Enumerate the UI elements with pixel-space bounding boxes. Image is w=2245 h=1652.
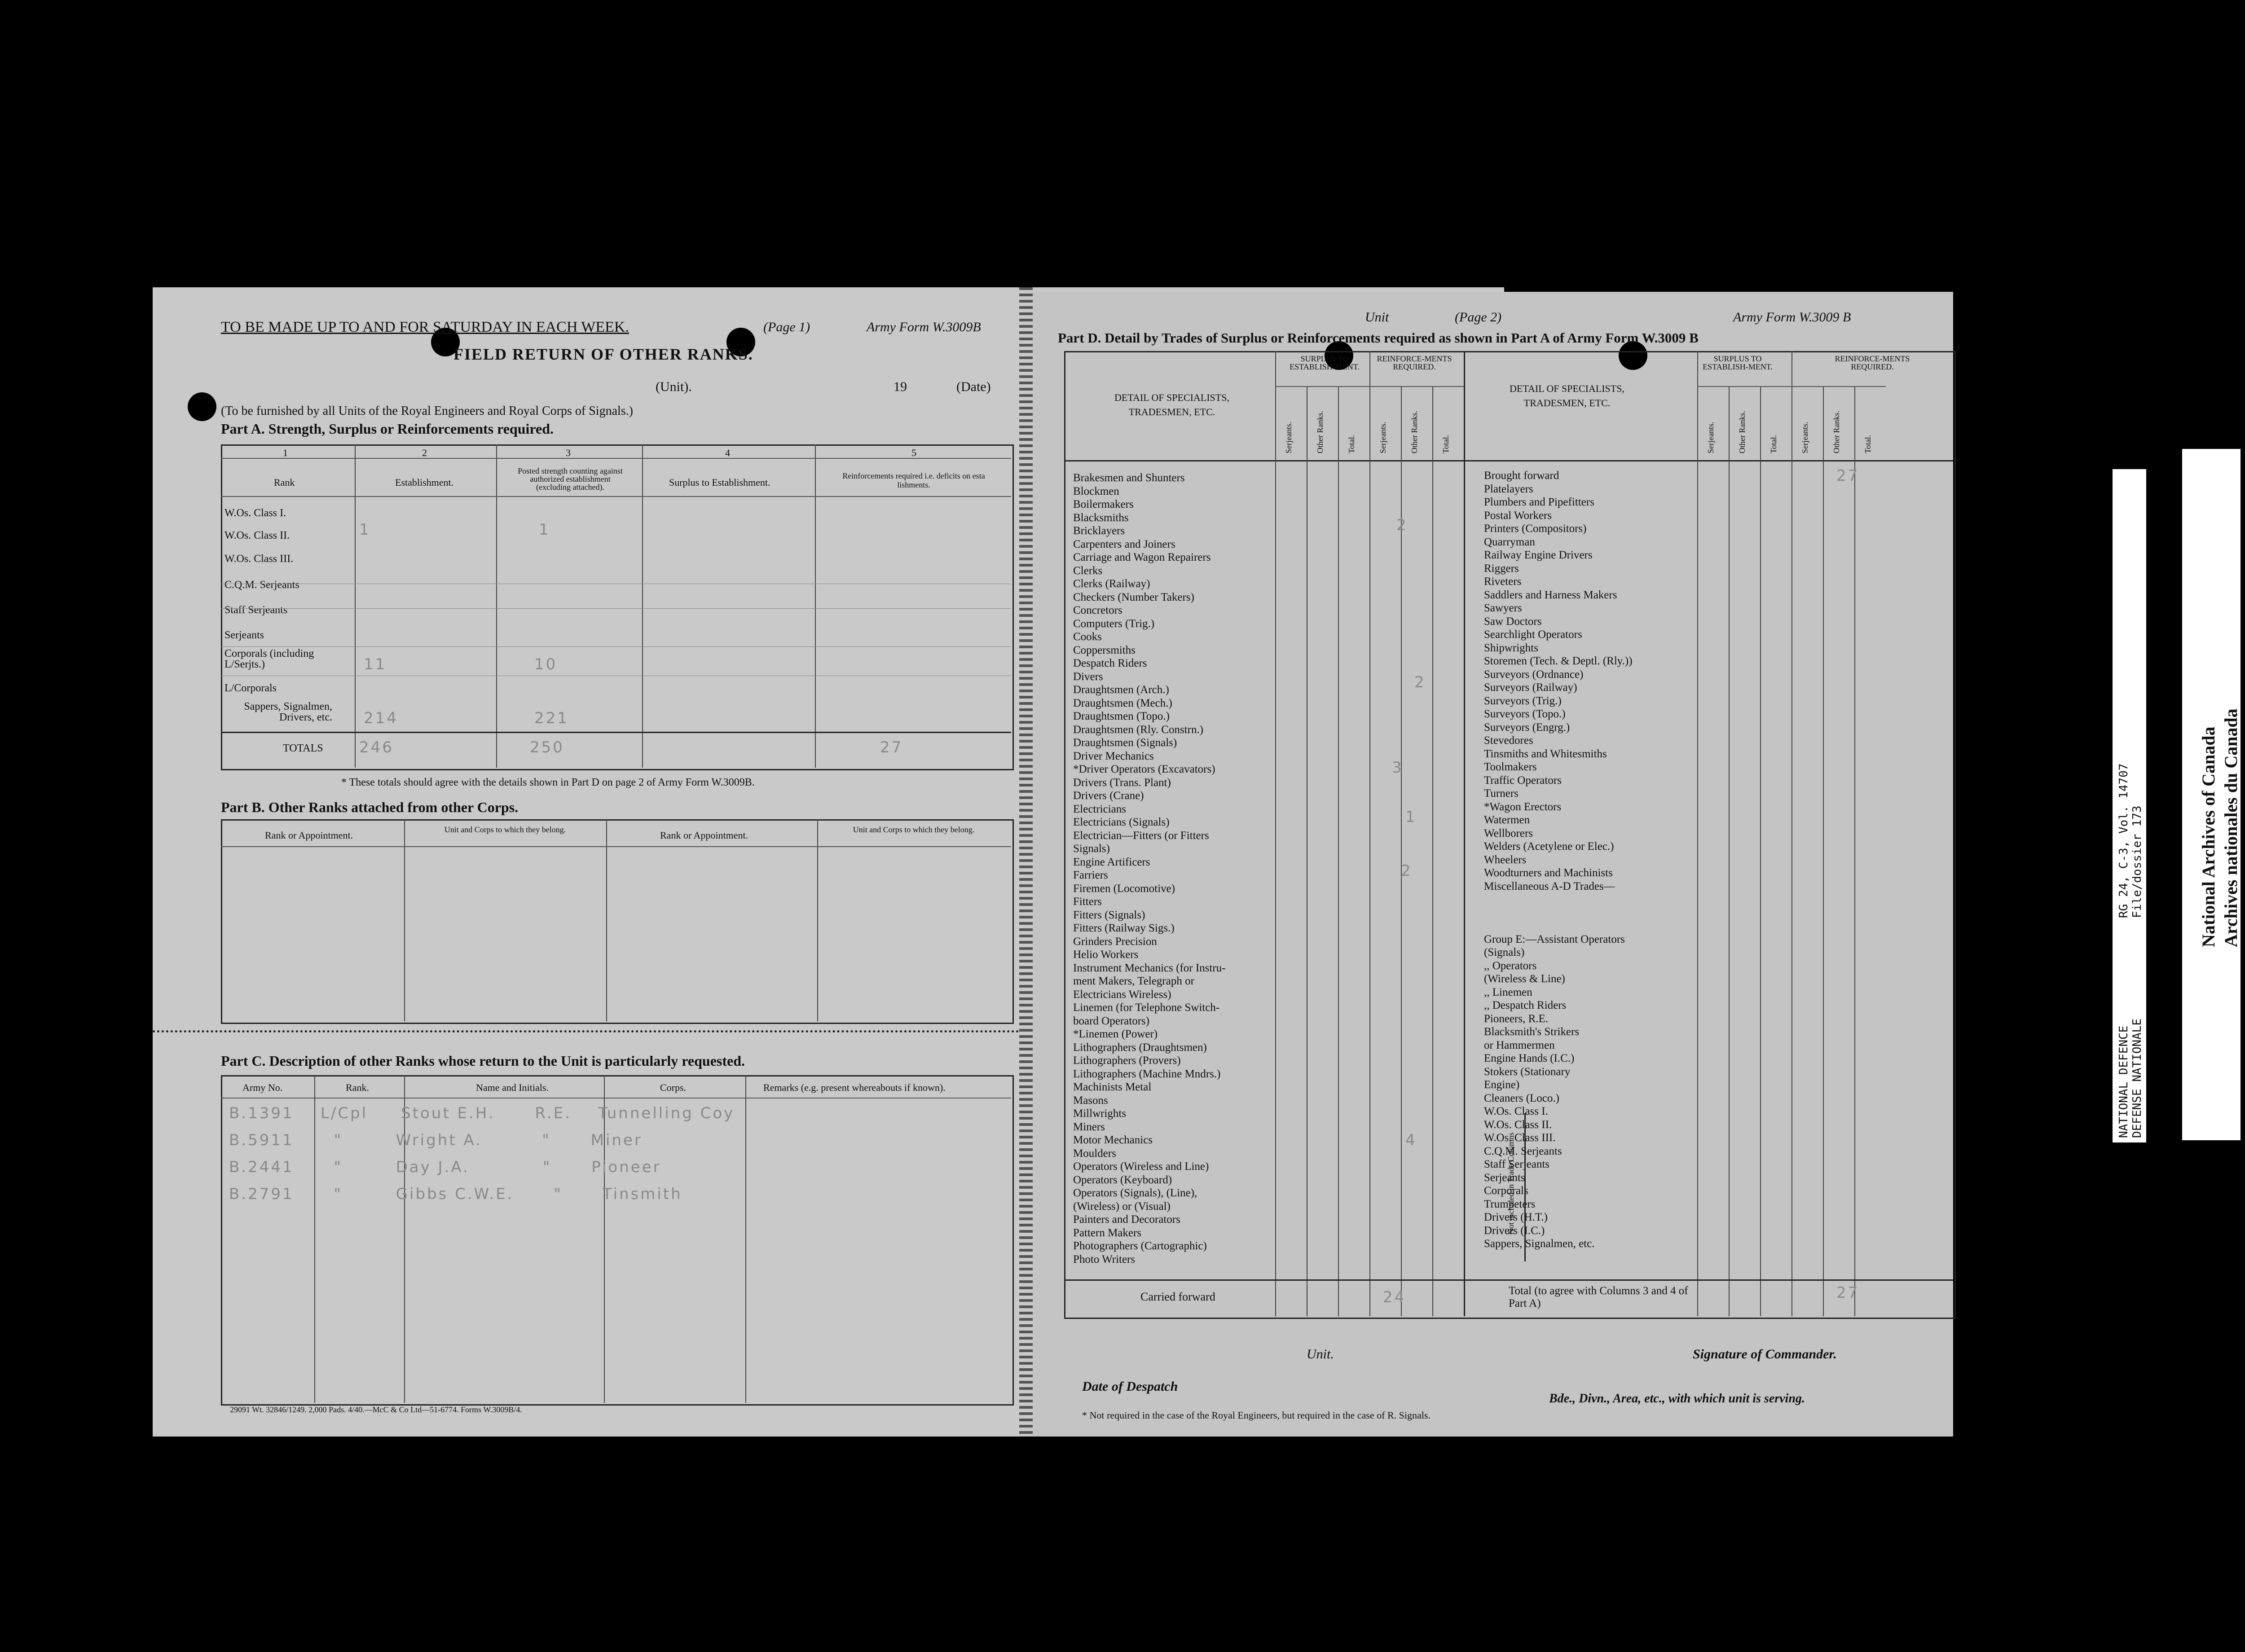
col-header-reinforcements: REINFORCE-MENTS REQUIRED.: [1835, 354, 1910, 371]
trade-row: Watermen: [1484, 814, 1530, 826]
archives-stamp: National Archives of Canada Archives nationales du Canada: [2182, 449, 2241, 1140]
part-b-table: [221, 819, 1014, 1024]
trade-row: Lithographers (Provers): [1073, 1054, 1181, 1067]
trade-row: Welders (Acetylene or Elec.): [1484, 840, 1614, 852]
page-label: (Page 1): [763, 320, 810, 334]
trade-row: (Signals): [1484, 946, 1525, 958]
trade-row: Platelayers: [1484, 483, 1533, 495]
trade-row: Carpenters and Joiners: [1073, 538, 1175, 550]
trade-row: Storemen (Tech. & Deptl. (Rly.)): [1484, 655, 1633, 667]
trade-row: [1484, 893, 1633, 906]
trade-row: Miscellaneous A-D Trades—: [1484, 880, 1615, 892]
trade-row: Brought forward: [1484, 470, 1559, 482]
trade-row: Fitters (Signals): [1073, 909, 1145, 921]
col-header-rank: Rank.: [346, 1082, 369, 1093]
unit-label-p2: Unit: [1365, 310, 1389, 325]
trade-row: Firemen (Locomotive): [1073, 882, 1175, 895]
print-footer: 29091 Wt. 32846/1249. 2,000 Pads. 4/40.—McC & Co Ltd—51-6774. Forms W.3009B/4.: [230, 1405, 522, 1414]
trade-row: Bricklayers: [1073, 525, 1125, 537]
sub-col-other-ranks: Other Ranks.: [1316, 411, 1325, 453]
trade-row: Grinders Precision: [1073, 935, 1157, 948]
trade-row: Blacksmith's Strikers: [1484, 1026, 1580, 1038]
trade-row: Draughtsmen (Arch.): [1073, 684, 1169, 696]
trade-row: Wheelers: [1484, 853, 1527, 866]
sub-col-serjeants: Serjeants.: [1800, 422, 1809, 453]
col-header-unit-corps: Unit and Corps to which they belong.: [444, 825, 566, 834]
trade-row: Searchlight Operators: [1484, 628, 1582, 641]
trade-row: Photographers (Cartographic): [1073, 1240, 1207, 1252]
trade-row: Stokers (Stationary: [1484, 1065, 1571, 1078]
trade-row: Postal Workers: [1484, 509, 1552, 522]
trade-row: Traffic Operators: [1484, 774, 1562, 786]
trade-row: Electricians: [1073, 803, 1126, 815]
trade-row: Millwrights: [1073, 1107, 1127, 1120]
trade-row: Woodturners and Machinists: [1484, 867, 1613, 879]
col-header-army-no: Army No.: [242, 1082, 283, 1093]
trade-row: Drivers (H.T.): [1484, 1211, 1548, 1223]
trade-row: Motor Mechanics: [1073, 1134, 1153, 1146]
sub-col-other-ranks: Other Ranks.: [1832, 411, 1841, 453]
trade-row: Clerks: [1073, 564, 1103, 577]
punch-hole: [188, 392, 216, 421]
trade-row: Plumbers and Pipefitters: [1484, 496, 1594, 508]
trade-row: Lithographers (Draughtsmen): [1073, 1041, 1207, 1054]
trade-row: Instrument Mechanics (for Instru-: [1073, 962, 1226, 974]
totals-note: * These totals should agree with the details shown in Part D on page 2 of Army Form W.3009B.: [341, 777, 755, 788]
rank-row: Corporals (including L/Serjts.): [224, 648, 314, 670]
trade-row: ,, Linemen: [1484, 986, 1532, 998]
trade-row: (Wireless) or (Visual): [1073, 1200, 1171, 1213]
carried-forward: Carried forward: [1140, 1290, 1215, 1303]
col-header-reinforcements: REINFORCE-MENTS REQUIRED.: [1377, 354, 1452, 371]
col-header-unit-corps: Unit and Corps to which they belong.: [853, 825, 975, 834]
trade-row: Masons: [1073, 1094, 1108, 1107]
trade-row: (Wireless & Line): [1484, 973, 1565, 985]
trade-row: ,, Operators: [1484, 959, 1537, 972]
total-label: Total (to agree with Columns 3 and 4 of Part A): [1509, 1285, 1688, 1309]
trade-row: Riggers: [1484, 562, 1519, 575]
col-header-reinforcements: Reinforcements required i.e. deficits on esta lishments.: [842, 471, 985, 489]
trade-row: Engine Hands (I.C.): [1484, 1052, 1575, 1064]
trade-row: Quarryman: [1484, 536, 1535, 548]
part-c-table: [221, 1075, 1014, 1406]
trade-row: Railway Engine Drivers: [1484, 549, 1593, 561]
trade-row: Miners: [1073, 1120, 1105, 1133]
trade-row: Operators (Keyboard): [1073, 1173, 1172, 1186]
col-header-rank: Rank: [274, 477, 295, 488]
sub-col-total: Total.: [1441, 435, 1450, 453]
part-b-title: Part B. Other Ranks attached from other Corps.: [221, 799, 519, 815]
part-a-title: Part A. Strength, Surplus or Reinforcements required.: [221, 421, 554, 437]
trade-row: Divers: [1073, 670, 1103, 683]
trade-row: Toolmakers: [1484, 761, 1537, 773]
page-label-p2: (Page 2): [1455, 310, 1502, 325]
rank-row: Sappers, Signalmen, Drivers, etc.: [244, 701, 332, 723]
rank-row: W.Os. Class III.: [224, 553, 294, 565]
trade-row: Trumpeters: [1484, 1198, 1536, 1210]
col-header-surplus: Surplus to Establishment.: [669, 477, 770, 488]
date-label: (Date): [956, 379, 991, 394]
trade-row: Sawyers: [1484, 602, 1522, 614]
trade-row: Machinists Metal: [1073, 1081, 1152, 1093]
trade-row: Electrician—Fitters (or Fitters: [1073, 829, 1209, 842]
trade-row: Carriage and Wagon Repairers: [1073, 551, 1211, 563]
trade-row: Blacksmiths: [1073, 511, 1129, 524]
rank-row: Serjeants: [224, 629, 264, 641]
trade-row: Blockmen: [1073, 485, 1119, 497]
trade-row: Draughtsmen (Topo.): [1073, 710, 1170, 722]
col-number: 1: [283, 447, 288, 458]
trade-row: Surveyors (Engrg.): [1484, 721, 1570, 734]
trade-row: Tinsmiths and Whitesmiths: [1484, 747, 1607, 760]
trade-row: Moulders: [1073, 1147, 1116, 1160]
sub-col-serjeants: Serjeants.: [1378, 422, 1387, 453]
trade-row: Signals): [1073, 843, 1110, 855]
trade-row: Saw Doctors: [1484, 615, 1542, 628]
part-c-title: Part C. Description of other Ranks whose return to the Unit is particularly requested.: [221, 1053, 745, 1069]
footnote: * Not required in the case of the Royal Engineers, but required in the case of R. Signals.: [1082, 1410, 1431, 1421]
trade-row: Surveyors (Railway): [1484, 681, 1577, 694]
sub-col-other-ranks: Other Ranks.: [1410, 411, 1419, 453]
trade-row: Engine Artificers: [1073, 856, 1150, 868]
trade-row: Drivers (Trans. Plant): [1073, 776, 1171, 789]
despatch-label: Date of Despatch: [1082, 1379, 1178, 1394]
trade-row: board Operators): [1073, 1015, 1150, 1027]
trade-row: Draughtsmen (Mech.): [1073, 697, 1172, 709]
trade-row: W.Os. Class I.: [1484, 1105, 1548, 1117]
trade-row: Staff Serjeants: [1484, 1158, 1550, 1170]
trade-row: Wellborers: [1484, 827, 1533, 839]
trade-row: Photo Writers: [1073, 1253, 1136, 1265]
col-header-establishment: Establishment.: [395, 477, 454, 488]
trade-row: Corporals: [1484, 1185, 1528, 1197]
sub-col-total: Total.: [1863, 435, 1872, 453]
col-header-name: Name and Initials.: [476, 1082, 549, 1093]
col-header-surplus: SURPLUS TO ESTABLISH-MENT.: [1703, 354, 1773, 371]
trade-row: Saddlers and Harness Makers: [1484, 589, 1617, 601]
trade-row: Linemen (for Telephone Switch-: [1073, 1002, 1220, 1014]
signature-label: Signature of Commander.: [1693, 1347, 1837, 1362]
rank-row: W.Os. Class II.: [224, 530, 290, 541]
col-header-posted: Posted strength counting against authorized establishment (excluding attached).: [518, 466, 623, 492]
unit-label: (Unit).: [656, 379, 692, 394]
perforation-line: [153, 1030, 1019, 1032]
trade-row: W.Os. Class III.: [1484, 1132, 1556, 1144]
trade-row: Helio Workers: [1073, 949, 1139, 961]
trade-row: Cleaners (Loco.): [1484, 1092, 1559, 1104]
form-label: Army Form W.3009B: [867, 320, 981, 334]
totals-row: TOTALS: [283, 743, 323, 754]
trade-row: Pattern Makers: [1073, 1226, 1142, 1239]
sub-col-serjeants: Serjeants.: [1706, 422, 1715, 453]
trade-row: Serjeants: [1484, 1171, 1525, 1184]
trade-row: Lithographers (Machine Mndrs.): [1073, 1068, 1221, 1080]
part-a-table: [221, 444, 1014, 770]
page-title: FIELD RETURN OF OTHER RANKS.: [453, 345, 753, 363]
col-number: 5: [911, 447, 916, 458]
sub-col-total: Total.: [1769, 435, 1778, 453]
trade-row: Despatch Riders: [1073, 657, 1147, 669]
trade-row: *Driver Operators (Excavators): [1073, 763, 1215, 775]
trade-row: Computers (Trig.): [1073, 617, 1155, 630]
trade-row: Printers (Compositors): [1484, 523, 1587, 535]
trade-row: Pioneers, R.E.: [1484, 1012, 1549, 1025]
trade-row: Draughtsmen (Rly. Constrn.): [1073, 723, 1204, 736]
rank-row: L/Corporals: [224, 682, 277, 694]
col-header-detail: DETAIL OF SPECIALISTS, TRADESMEN, ETC.: [1510, 383, 1624, 409]
trade-row: *Linemen (Power): [1073, 1028, 1158, 1040]
trade-row: Surveyors (Topo.): [1484, 708, 1566, 720]
trade-row: ,, Despatch Riders: [1484, 999, 1567, 1011]
header-line: TO BE MADE UP TO AND FOR SATURDAY IN EACH WEEK.: [221, 319, 629, 335]
trade-row: Group E:—Assistant Operators: [1484, 933, 1625, 945]
sub-col-other-ranks: Other Ranks.: [1738, 411, 1747, 453]
trade-row: Concretors: [1073, 604, 1122, 616]
trade-row: Riveters: [1484, 576, 1522, 588]
trade-row: Cooks: [1073, 631, 1102, 643]
trade-row: Fitters: [1073, 896, 1102, 908]
trade-row: or Hammermen: [1484, 1039, 1555, 1051]
not-included-note: Not included in Trade Columns: [1506, 1132, 1515, 1235]
trade-row: Drivers (Crane): [1073, 790, 1144, 802]
trade-row: *Wagon Erectors: [1484, 800, 1562, 813]
trade-row: Electricians Wireless): [1073, 988, 1171, 1001]
col-header-remarks: Remarks (e.g. present whereabouts if known).: [763, 1082, 946, 1093]
unit-footer: Unit.: [1307, 1347, 1334, 1362]
col-header-rank: Rank or Appointment.: [265, 830, 353, 841]
instruction-text: (To be furnished by all Units of the Royal Engineers and Royal Corps of Signals.): [221, 404, 633, 418]
trade-row: Drivers (I.C.): [1484, 1224, 1545, 1237]
trade-row: Stevedores: [1484, 734, 1533, 747]
trade-row: [1484, 906, 1633, 920]
trade-row: Operators (Signals), (Line),: [1073, 1187, 1197, 1199]
trade-row: Shipwrights: [1484, 641, 1538, 654]
trade-row: W.Os. Class II.: [1484, 1118, 1552, 1131]
sub-col-total: Total.: [1347, 435, 1356, 453]
rank-row: Staff Serjeants: [224, 604, 288, 616]
trade-row: Brakesmen and Shunters: [1073, 472, 1185, 484]
trade-row: Clerks (Railway): [1073, 578, 1150, 590]
trade-row: Turners: [1484, 787, 1519, 800]
rank-row: W.Os. Class I.: [224, 507, 286, 519]
trade-row: Engine): [1484, 1079, 1520, 1091]
left-trade-list: [1073, 471, 1225, 1266]
trade-row: Farriers: [1073, 869, 1108, 881]
trade-row: Painters and Decorators: [1073, 1213, 1180, 1226]
trade-row: Draughtsmen (Signals): [1073, 737, 1177, 749]
form-label-p2: Army Form W.3009 B: [1733, 310, 1851, 325]
col-header-corps: Corps.: [660, 1082, 687, 1093]
trade-row: ment Makers, Telegraph or: [1073, 975, 1194, 987]
trade-row: Coppersmiths: [1073, 644, 1136, 656]
col-header-detail: DETAIL OF SPECIALISTS, TRADESMEN, ETC.: [1114, 392, 1229, 417]
part-d-title: Part D. Detail by Trades of Surplus or Reinforcements required as shown in Part A of Army Form W.3009 B: [1058, 330, 1699, 346]
trade-row: [1484, 919, 1633, 933]
trade-row: Operators (Wireless and Line): [1073, 1160, 1209, 1173]
trade-row: C.Q.M. Serjeants: [1484, 1145, 1562, 1157]
col-number: 2: [422, 447, 427, 458]
trade-row: Fitters (Railway Sigs.): [1073, 922, 1175, 934]
trade-row: Driver Mechanics: [1073, 750, 1154, 762]
col-number: 4: [725, 447, 730, 458]
trade-row: Sappers, Signalmen, etc.: [1484, 1238, 1595, 1250]
trade-row: Electricians (Signals): [1073, 816, 1170, 828]
col-header-surplus: SURPLUS TO ESTABLISH-MENT.: [1290, 354, 1360, 371]
trade-row: Surveyors (Ordnance): [1484, 668, 1584, 681]
rank-row: C.Q.M. Serjeants: [224, 579, 299, 591]
trade-row: Surveyors (Trig.): [1484, 694, 1562, 707]
trade-row: Boilermakers: [1073, 498, 1134, 510]
trade-row: Checkers (Number Takers): [1073, 591, 1194, 603]
perforation-line: [1019, 287, 1033, 1437]
reference-stamp: NATIONAL DEFENCE DEFENSE NATIONALE RG 24, C-3, Vol. 14707 File/dossier 173: [2113, 469, 2146, 1142]
sub-col-serjeants: Serjeants.: [1284, 422, 1293, 453]
col-header-rank: Rank or Appointment.: [660, 830, 748, 841]
bde-label: Bde., Divn., Area, etc., with which unit is serving.: [1549, 1392, 1805, 1406]
col-number: 3: [566, 447, 571, 458]
year-label: 19: [894, 379, 907, 394]
